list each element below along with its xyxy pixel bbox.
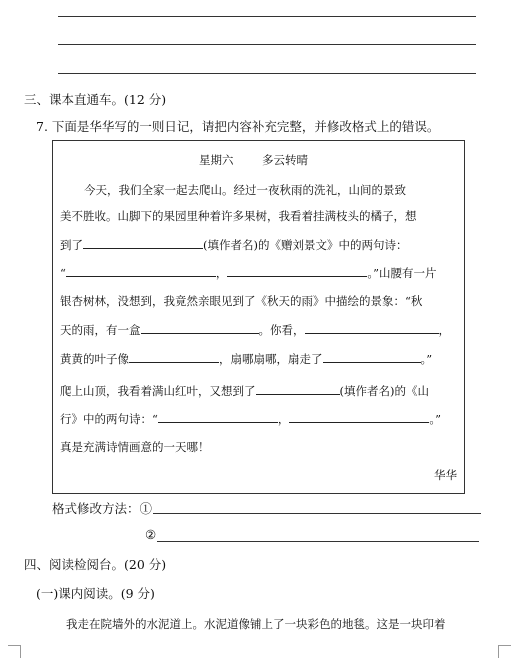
format-fix-second-marker: ② bbox=[145, 527, 157, 542]
diary-text: 天的雨，有一盒 bbox=[60, 323, 141, 337]
section-4-heading: 四、阅读检阅台。(20 分) bbox=[24, 557, 167, 572]
format-fix-line-1[interactable] bbox=[153, 513, 481, 514]
fill-blank-autumn-2[interactable] bbox=[305, 321, 439, 334]
diary-text: ， bbox=[438, 323, 450, 337]
question-7-prompt: 7. 下面是华华写的一则日记，请把内容补充完整，并修改格式上的错误。 bbox=[36, 119, 440, 134]
diary-line-4 bbox=[60, 264, 437, 281]
diary-signature: 华华 bbox=[434, 468, 457, 482]
fill-blank-autumn-4[interactable] bbox=[323, 350, 421, 363]
answer-line-2 bbox=[58, 44, 476, 45]
diary-text: ， bbox=[277, 412, 290, 426]
diary-text: 。” bbox=[429, 412, 442, 426]
answer-line-1 bbox=[58, 16, 476, 17]
diary-date: 星期六 bbox=[199, 153, 234, 167]
diary-line-1: 今天，我们全家一起去爬山。经过一夜秋雨的洗礼，山间的景致 bbox=[84, 183, 406, 197]
fill-blank-poem-1a[interactable] bbox=[66, 264, 216, 277]
fill-blank-autumn-1[interactable] bbox=[141, 321, 259, 334]
fill-blank-poem-2b[interactable] bbox=[289, 410, 429, 423]
section-3-heading: 三、课本直通车。(12 分) bbox=[24, 92, 167, 107]
diary-text: 黄黄的叶子像 bbox=[60, 352, 129, 366]
diary-text: “ bbox=[60, 266, 66, 280]
fill-blank-author-2[interactable] bbox=[256, 382, 340, 395]
diary-line-9 bbox=[60, 410, 441, 427]
diary-text: (填作者名)的《赠刘景文》中的两句诗： bbox=[203, 238, 408, 252]
diary-weather: 多云转晴 bbox=[262, 153, 308, 167]
diary-text: 爬上山顶，我看着满山红叶，又想到了 bbox=[60, 384, 256, 398]
reading-subheading: (一)课内阅读。(9 分) bbox=[36, 586, 155, 601]
fill-blank-author-1[interactable] bbox=[83, 236, 203, 249]
fill-blank-autumn-3[interactable] bbox=[129, 350, 219, 363]
fill-blank-poem-1b[interactable] bbox=[227, 264, 367, 277]
diary-text: 行》中的两句诗：“ bbox=[60, 412, 158, 426]
diary-line-10: 真是充满诗情画意的一天哪！ bbox=[60, 440, 210, 454]
crop-mark-bottom-right bbox=[498, 645, 511, 658]
diary-line-5: 银杏树林，没想到，我竟然亲眼见到了《秋天的雨》中描绘的景象：“秋 bbox=[60, 294, 423, 308]
diary-text: 。”山腰有一片 bbox=[367, 266, 437, 280]
crop-mark-bottom-left bbox=[8, 645, 21, 658]
diary-text: (填作者名)的《山 bbox=[339, 384, 429, 398]
diary-line-2: 美不胜收。山脚下的果园里种着许多果树，我看着挂满枝头的橘子，想 bbox=[60, 209, 417, 223]
diary-line-8 bbox=[60, 382, 429, 399]
diary-text: 到了 bbox=[60, 238, 83, 252]
diary-text: ， bbox=[215, 266, 228, 280]
fill-blank-poem-2a[interactable] bbox=[158, 410, 278, 423]
diary-line-7 bbox=[60, 350, 432, 367]
diary-line-6 bbox=[60, 321, 450, 338]
answer-line-3 bbox=[58, 73, 476, 74]
reading-passage: 我走在院墙外的水泥道上。水泥道像铺上了一块彩色的地毯。这是一块印着 bbox=[66, 617, 446, 631]
diary-line-3 bbox=[60, 236, 407, 253]
format-fix-line-2[interactable] bbox=[157, 541, 479, 542]
diary-text: 。” bbox=[420, 352, 433, 366]
diary-text: ，扇哪扇哪，扇走了 bbox=[219, 352, 323, 366]
format-fix-label: 格式修改方法：① bbox=[52, 501, 153, 516]
diary-text: 。你看， bbox=[258, 323, 305, 337]
